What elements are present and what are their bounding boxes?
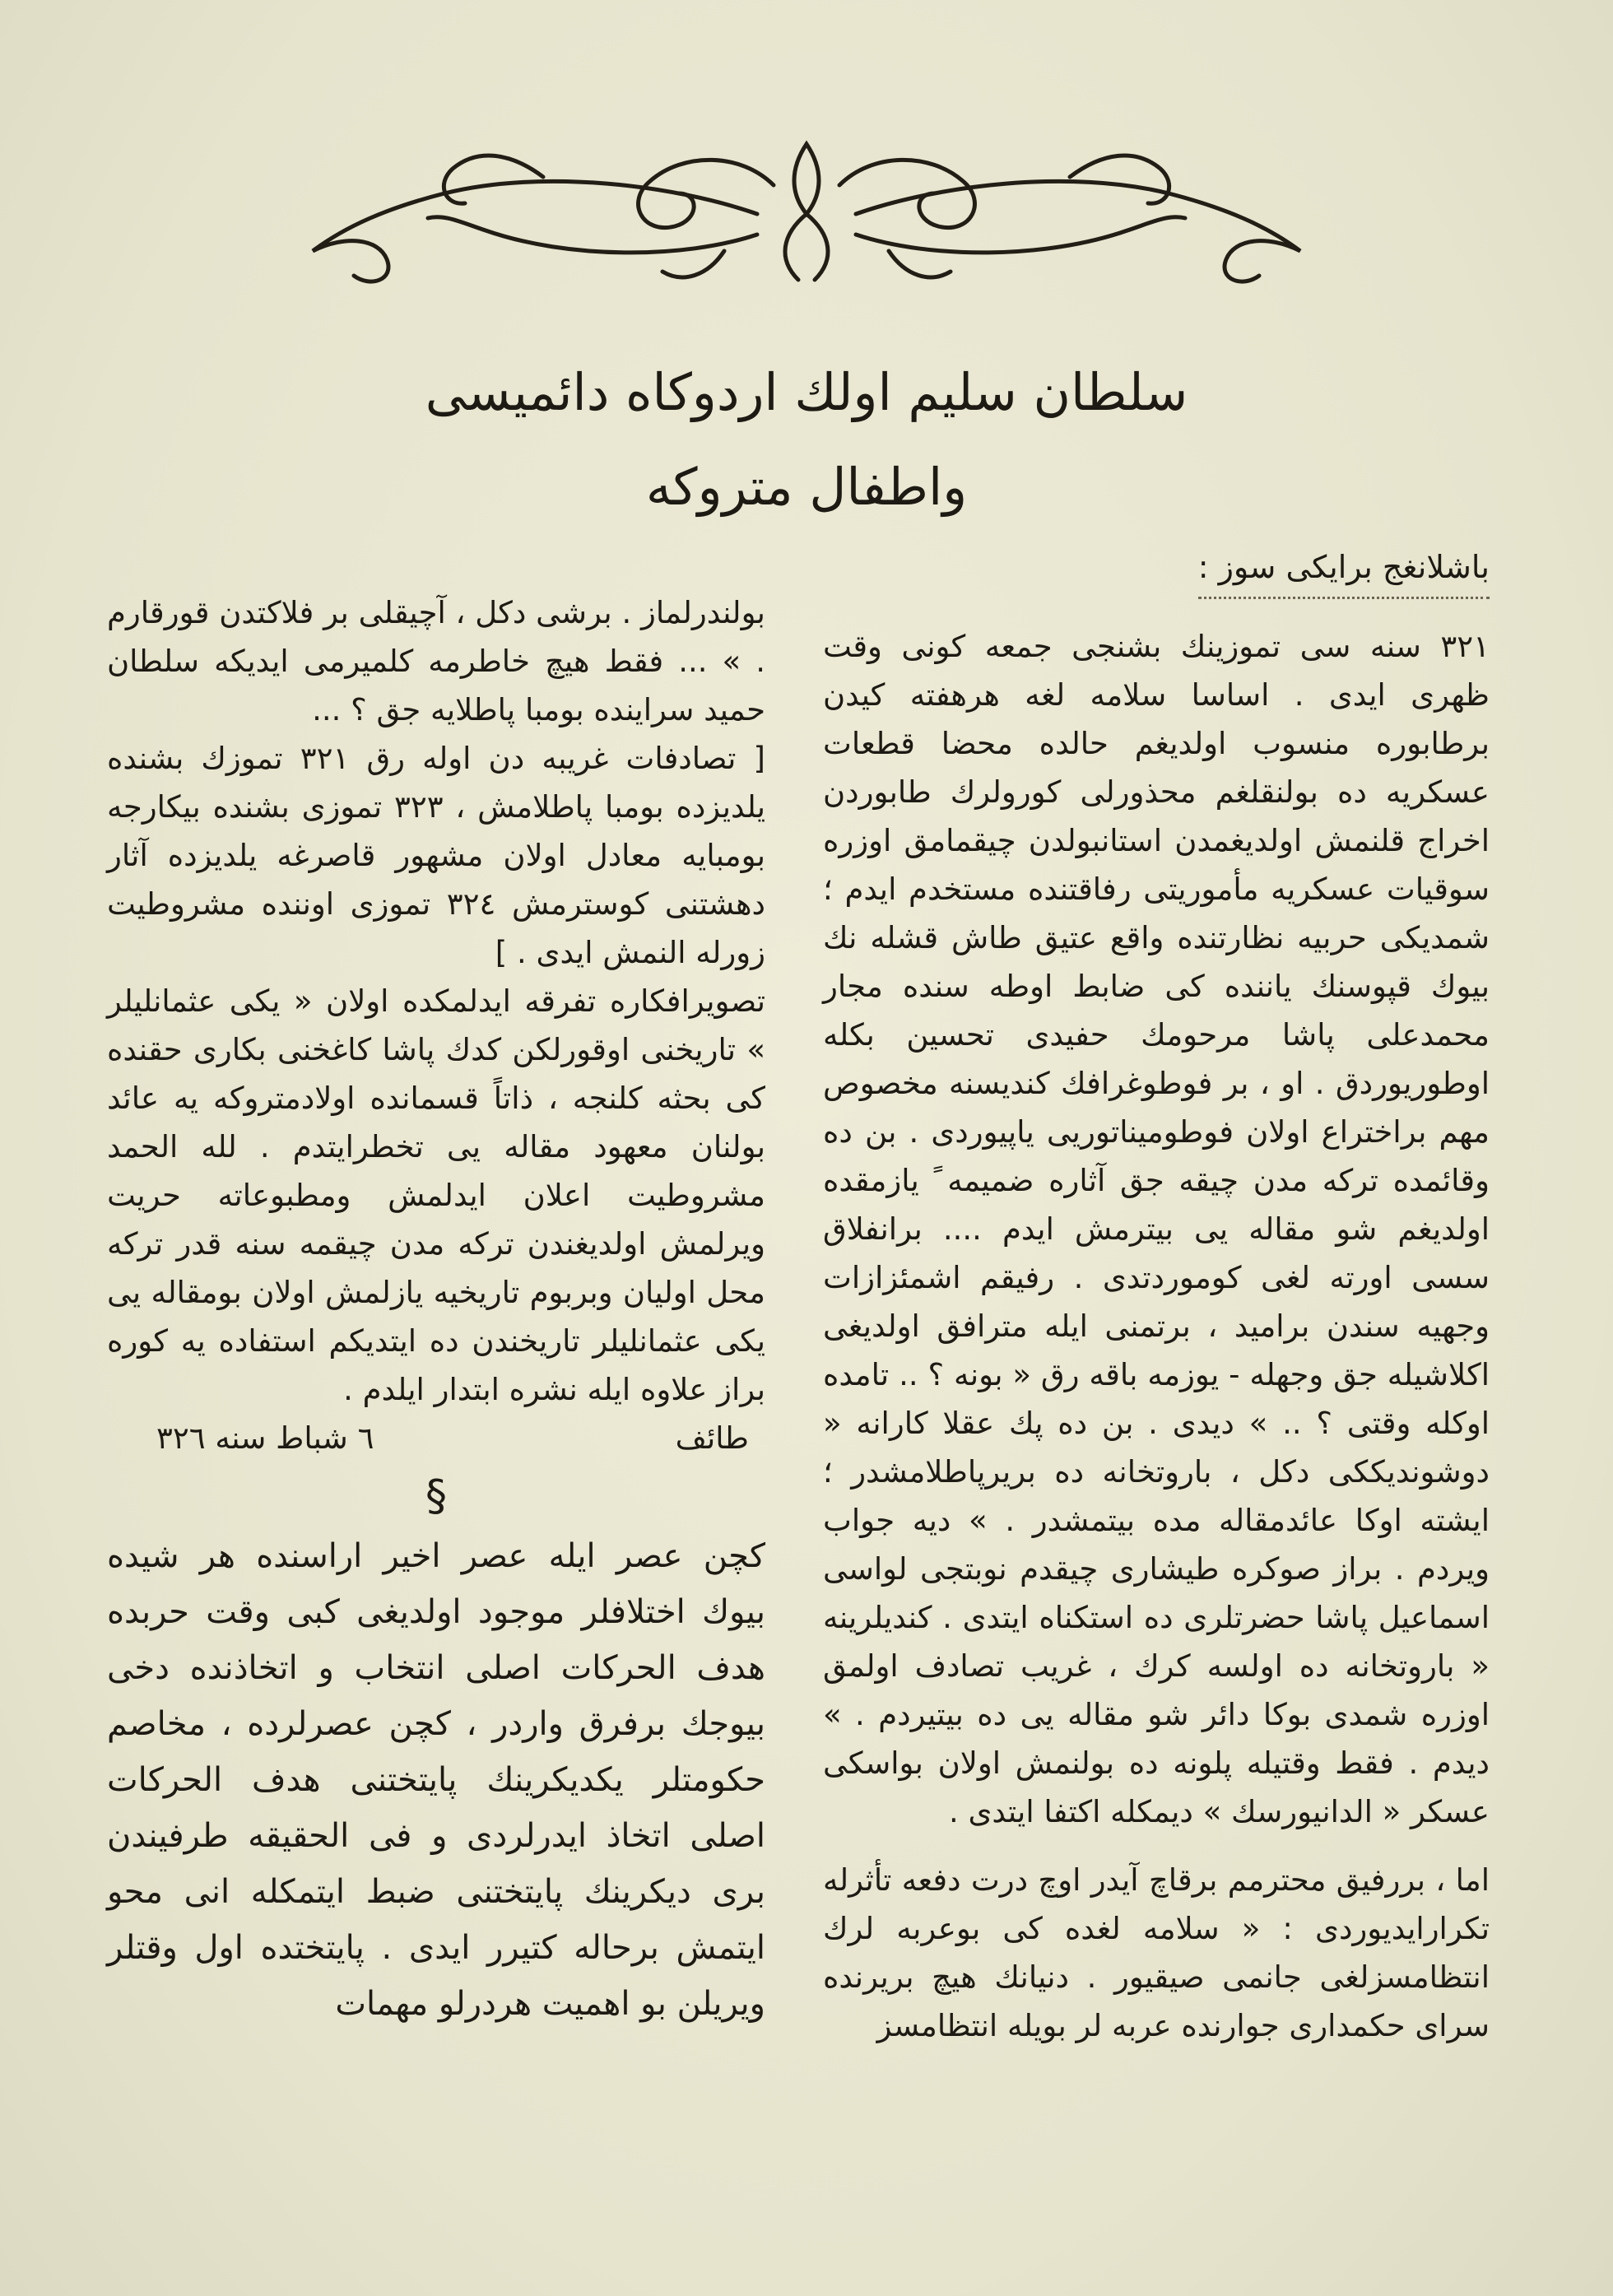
right-column	[823, 543, 1490, 2050]
right-column-paragraph-2: اما ، بررفيق محترمم برقاچ آيدر اوچ درت دفعه تأثرله تكرارايديوردى : « سلامه لغده كى بوعربه لرك انتظامسزلغى جانمى صيقيور . دنيانك هيچ بريرنده سراى حكمدارى جوارنده عربه لر بويله انتظامسز	[823, 1862, 1490, 2043]
left-column-paragraph-2: تصويرافكاره تفرقه ايدلمكده اولان « يكى عثمانليلر » تاريخنى اوقورلكن كدك پاشا كاغخنى بكارى حقنده كى بحثه كلنجه ، ذاتاً قسمانده اولادمتروكه يه عائد بولنان معهود مقاله يى تخطرايتدم . لله الحمد مشروطيت اعلان ايدلمش ومطبوعاته حريت ويرلمش اولديغندن تركه مدن چيقمه سنه قدر تركه محل اوليان وبربوم تاريخيه يازلمش اولان بومقاله يى يكى عثمانليلر تاريخندن ده ايتديكم استفاده يه كوره براز علاوه ايله نشره ابتدار ايلدم .	[107, 983, 765, 1407]
article-title-line-1: سلطان سليم اولك اردوكاه دائميسى	[425, 362, 1188, 422]
article-title-line-2: واطفال متروكه	[645, 457, 968, 517]
signature-place: طائف	[675, 1420, 749, 1456]
left-column-paragraph-3: كچن عصر ايله عصر اخير اراسنده هر شيده بيوك اختلافلر موجود اولديغى كبى وقت حربده هدف الحركات اصلى انتخاب و اتخاذنده دخى بيوجك برفرق واردر ، كچن عصرلرده ، مخاصم حكومتلر يكديكرينك پايتختنى هدف الحركات اصلى اتخاذ ايدرلردى و فى الحقيقه طرفيندن برى ديكرينك پايتختنى ضبط ايتمكله انى محو ايتمش برحاله كتيرر ايدى . پايتختده اول وقتلر ويريلن بو اهميت هردرلو مهمات	[107, 1537, 765, 2023]
left-column	[107, 588, 765, 2032]
left-column-paragraph-1: بولندرلماز . برشى دكل ، آچيقلى بر فلاكتدن قورقارم . » ... فقط هيچ خاطرمه كلميرمى ايديكه سلطان حميد سراينده بومبا پاطلايه جق ؟ ...	[107, 595, 765, 727]
introduction-subhead: باشلانغج برايكى سوز :	[1198, 543, 1490, 599]
ornamental-header-flourish	[296, 136, 1317, 292]
bracketed-note: [ تصادفات غريبه دن اوله رق ٣٢١ تموزك بشنده يلديزده بومبا پاطلامش ، ٣٢٣ تموزى بشنده بيكارجه بومبايه معادل اولان مشهور قاصرغه يلديزده آثار دهشتنى كوسترمش ٣٢٤ تموزى اوننده مشروطيت زورله النمش ايدى . ]	[107, 741, 765, 970]
section-mark: §	[425, 1471, 447, 1521]
signature-line	[107, 1414, 765, 1462]
right-column-paragraph-1: ٣٢١ سنه سى تموزينك بشنجى جمعه كونى وقت ظهرى ايدى . اساسا سلامه لغه هرهفته كيدن برطابوره منسوب اولديغم حالده محضا قطعات عسكريه ده بولنقلغم محذورلى كورولرك طابوردن اخراج قلنمش اولديغمدن استانبولدن چيقمامق اوزره سوقيات عسكريه مأموريتى رفاقتنده مستخدم ايدم ؛ شمديكى حربيه نظارتنده واقع عتيق طاش قشله نك بيوك قپوسنك ياننده كى ضابط اوطه سنده مجار محمدعلى پاشا مرحومك حفيدى تحسين بكله اوطوريوردق . او ، بر فوطوغرافك كنديسنه مخصوص مهم براختراع اولان فوطوميناتوريى ياپيوردى . بن ده وقائمده تركه مدن چيقه جق آثاره ضميمه ً يازمقده اولديغم شو مقاله يى بيترمش ايدم .... برانفلاق سسى اورته لغى كوموردتدى . رفيقم اشمئزازات وجهيه سندن براميد ، برتمنى ايله مترافق اولديغى اكلاشيله جق وجهله - يوزمه باقه رق « بونه ؟ .. تامده اوكله وقتى ؟ .. » ديدى . بن ده پك عقلا كارانه « دوشونديككى دكل ، باروتخانه ده بريرپاطلامشدر ؛ ايشته اوكا عائدمقاله مده بيتمشدر . » ديه جواب ويردم . براز صوكره طيشارى چيقدم نوبتجى لواسى اسماعيل پاشا حضرتلرى ده استكناه ايتدى . كنديلرينه « باروتخانه ده اولسه كرك ، غريب تصادف اولمق اوزره شمدى بوكا دائر شو مقاله يى ده بيتيردم . » ديدم . فقط وقتيله پلونه ده بولنمش اولان بواسكى عسكر « الدانيورسك » ديمكله اكتفا ايتدى .	[823, 629, 1490, 1829]
signature-date: ٦ شباط سنه ٣٢٦	[156, 1420, 374, 1456]
